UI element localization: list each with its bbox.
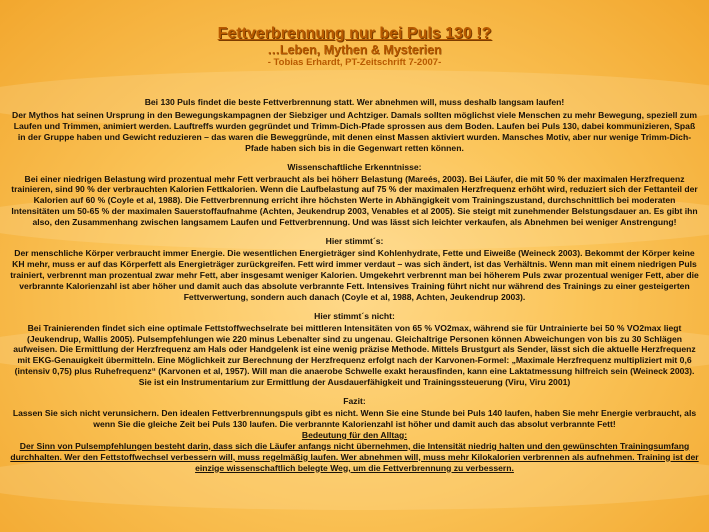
section-heading-science: Wissenschaftliche Erkenntnisse:: [287, 161, 422, 172]
section-text-correct: Der menschliche Körper verbraucht immer Energie. Die wesentlichen Energieträger sind Kohlenhydrate, Fette und Eiweiße (Weineck 2003). Bekommt der Körper keine KH mehr, muss er auf das Körperfett als Energieträger zurückgreifen. Fett wird immer verdaut – was sich ändert, ist das Verhältnis. Wenn man mit einem niedrigen Puls trainiert, verbrennt man prozentual zwar mehr Fett, aber insgesamt weniger Kalorien. Umgekehrt verbrennt man bei höherem Puls zwar prozentual weniger Fett, aber die verbrannte Kalorienzahl ist aber höher und damit auch das absolute verbrannte Fett. Intensives Training führt nicht nur während des Trainings zu einer gesteigerten Fettverwertung, sondern auch danach (Coyle et al, 1988, Achten, Jeukendrup 2003).: [10, 248, 699, 302]
closing-heading: Bedeutung für den Alltag:: [301, 429, 408, 440]
section-heading-conclusion: Fazit:: [343, 396, 366, 407]
section-heading-incorrect: Hier stimmt´s nicht:: [314, 310, 395, 321]
spacer: [10, 69, 699, 97]
intro-lead: Bei 130 Puls findet die beste Fettverbrennung statt. Wer abnehmen will, muss deshalb langsam laufen!: [144, 97, 565, 107]
section-text-conclusion: Lassen Sie sich nicht verunsichern. Den idealen Fettverbrennungspuls gibt es nicht. Wenn Sie eine Stunde bei Puls 140 laufen, haben Sie mehr Energie verbraucht, als wenn Sie die gleiche Zeit bei Puls 130 laufen. Die verbrannte Kalorienzahl ist höher und damit auch das absolut verbrannte Fett!: [12, 408, 697, 429]
closing-text: Der Sinn von Pulsempfehlungen besteht darin, dass sich die Läufer anfangs nicht übernehmen, die Intensität niedrig halten und den gewünschten Trainingsumfang durchhalten. Wer den Fettstoffwechsel verbessern will, muss regelmäßig laufen. Wer abnehmen will, muss mehr Kilokalorien verbrennen als aufnehmen. Training ist der einzige wissenschaftlich belegte Weg, um die Fettverbrennung zu verbessern.: [10, 440, 699, 473]
intro-text: Der Mythos hat seinen Ursprung in den Bewegungskampagnen der Siebziger und Achtziger. Damals sollten möglichst viele Menschen zu mehr Bewegung, speziell zum Laufen und Trimmen, animiert werden. Lauftreffs wurden gegründet und Trimm-Dich-Pfade sprossen aus dem Boden. Laufen bei Puls 130, dabei kommunizieren, Spaß in der Gruppe haben und Gewicht reduzieren – das waren die Beweggründe, mit denen einst Massen aktiviert wurden. Mansches Motiv, aber nur wenige Trimm-Dich-Pfade haben sich bis in die Gegenwart retten können.: [12, 109, 697, 153]
page-subtitle: …Leben, Mythen & Mysterien: [267, 43, 442, 57]
section-heading-correct: Hier stimmt´s:: [325, 236, 384, 247]
author-line: - Tobias Erhardt, PT-Zeitschrift 7-2007-: [267, 57, 442, 68]
section-text-incorrect: Bei Trainierenden findet sich eine optimale Fettstoffwechselrate bei mittleren Intensitäten von 65 % VO2max, während sie für Untrainierte bei 50 % VO2max liegt (Jeukendrup, Wallis 2005). Pulsempfehlungen wie 220 minus Lebenalter sind zu ungenau. Gleichaltrige Personen können Abweichungen von bis zu 30 Schlägen aufweisen. Die Ermittlung der Herzfrequenz am Hals oder Handgelenk ist eine wenig präzise Methode. Mittels Brustgurt als Sender, lässt sich die aktuelle Herzfrequenz mit EKG-Genauigkeit übermitteln. Eine Möglichkeit zur Berechnung der Herzfrequenz erfolgt nach der Karvonen-Formel: „Maximale Herzfrequenz multipliziert mit 0,6 (intensiv 0,75) plus Ruhefrequenz“ (Karvonen et al, 1957). Will man die anaerobe Schwelle exakt herausfinden, kann eine Laktatmessung hilfreich sein (Weineck 2003). Sie ist ein Instrumentarium zur Ermittlung der Ausdauerfähigkeit und Trainingssteuerung (Viru, Viru 2001): [13, 322, 696, 388]
section-text-science: Bei einer niedrigen Belastung wird prozentual mehr Fett verbraucht als bei höherr Belastung (Mareés, 2003). Bei Läufer, die mit 50 % der maximalen Herzfrequenz trainieren, sind 90 % der verbrauchten Kalorien Fettkalorien. Wenn die Laufbelastung auf 75 % der maximalen Herzfrequenz erhöht wird, reduziert sich der Fettanteil der Kalorien auf 60 % (Coyle et al, 1988). Die Fettverbrennung erricht ihre höchsten Werte in Abhängigkeit vom Trainingszustand, durchschnittlich bei moderaten Intensitäten um 50-65 % der maximalen Sauerstoffaufnahme (Achten, Jeukendrup 2003, Venables et al 2005). Sie steigt mit zunehmender Belstungsdauer an. Es gibt ihn also, den Zusammenhang zwischen langsamem Laufen und Fettverbrennung. Und was lässt sich leichter verkaufen, als Abnehmen bei weniger Anstrengung!: [11, 173, 698, 228]
page-title: Fettverbrennung nur bei Puls 130 !?: [217, 25, 492, 42]
